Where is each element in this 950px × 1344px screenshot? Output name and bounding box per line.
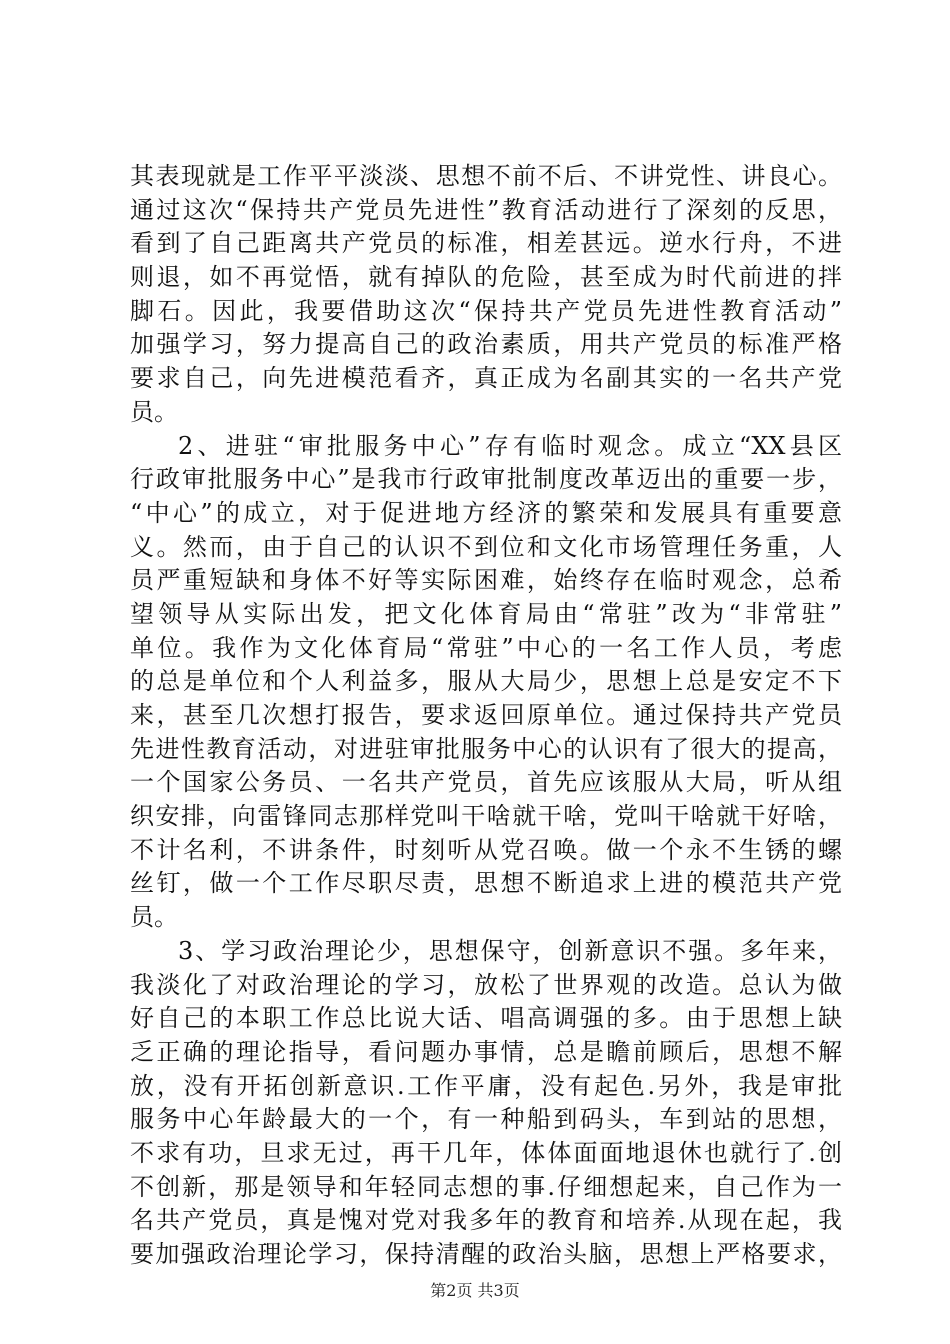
text-line: 脚石。因此，我要借助这次“保持共产党员先进性教育活动” [130, 296, 842, 325]
text-line: 义。然而，由于自己的认识不到位和文化市场管理任务重，人 [130, 532, 842, 561]
paragraph [130, 935, 842, 1272]
text-line: 则退，如不再觉悟，就有掉队的危险，甚至成为时代前进的拌 [130, 263, 842, 292]
text-line: 员严重短缺和身体不好等实际困难，始终存在临时观念，总希 [130, 566, 842, 595]
text-line: 不计名利，不讲条件，时刻听从党召唤。做一个永不生锈的螺 [130, 835, 842, 864]
text-line: 乏正确的理论指导，看问题办事情，总是瞻前顾后，思想不解 [130, 1037, 842, 1066]
text-line: 来，甚至几次想打报告，要求返回原单位。通过保持共产党员 [130, 701, 842, 729]
text-line: 加强学习，努力提高自己的政治素质，用共产党员的标准严格 [130, 330, 842, 359]
paragraph [130, 160, 842, 430]
text-line: 单位。我作为文化体育局“常驻”中心的一名工作人员，考虑 [130, 633, 842, 662]
text-line: 不创新，那是领导和年轻同志想的事.仔细想起来，自己作为一 [130, 1172, 842, 1201]
text-line: 我淡化了对政治理论的学习，放松了世界观的改造。总认为做 [130, 970, 842, 999]
body-text [130, 160, 842, 1272]
text-line: 织安排，向雷锋同志那样党叫干啥就干啥，党叫干啥就干好啥， [130, 802, 842, 831]
text-line: 其表现就是工作平平淡淡、思想不前不后、不讲党性、讲良心。 [130, 162, 842, 190]
text-line: 望领导从实际出发，把文化体育局由“常驻”改为“非常驻” [130, 599, 842, 628]
text-line: 要加强政治理论学习，保持清醒的政治头脑，思想上严格要求， [130, 1240, 842, 1268]
text-line: 好自己的本职工作总比说大话、唱高调强的多。由于思想上缺 [130, 1004, 842, 1033]
text-line: 丝钉，做一个工作尽职尽责，思想不断追求上进的模范共产党 [130, 869, 842, 898]
text-line: 服务中心年龄最大的一个，有一种船到码头，车到站的思想， [130, 1105, 842, 1134]
text-line: 员。 [130, 903, 178, 932]
text-line: 要求自己，向先进模范看齐，真正成为名副其实的一名共产党 [130, 364, 842, 393]
text-line: 放，没有开拓创新意识.工作平庸，没有起色.另外，我是审批 [130, 1071, 842, 1100]
text-line: 的总是单位和个人利益多，服从大局少，思想上总是安定不下 [130, 667, 842, 696]
page-footer: 第2页 共3页 [430, 1281, 520, 1300]
text-line: 通过这次“保持共产党员先进性”教育活动进行了深刻的反思， [130, 195, 842, 224]
text-line: 先进性教育活动，对进驻审批服务中心的认识有了很大的提高， [130, 734, 842, 763]
text-line: 一个国家公务员、一名共产党员，首先应该服从大局，听从组 [130, 768, 842, 797]
text-line: 行政审批服务中心”是我市行政审批制度改革迈出的重要一步， [130, 465, 842, 494]
text-line: 员。 [130, 397, 178, 426]
text-line: 2、进驻“审批服务中心”存有临时观念。成立“XX县区 [178, 431, 842, 460]
text-line: 看到了自己距离共产党员的标准，相差甚远。逆水行舟，不进 [130, 229, 842, 258]
paragraph [130, 430, 842, 935]
text-line: “中心”的成立，对于促进地方经济的繁荣和发展具有重要意 [130, 498, 842, 527]
text-line: 3、学习政治理论少，思想保守，创新意识不强。多年来， [178, 936, 842, 965]
text-line: 不求有功，旦求无过，再干几年，体体面面地退休也就行了.创 [130, 1138, 842, 1167]
text-line: 名共产党员，真是愧对党对我多年的教育和培养.从现在起，我 [130, 1206, 842, 1235]
